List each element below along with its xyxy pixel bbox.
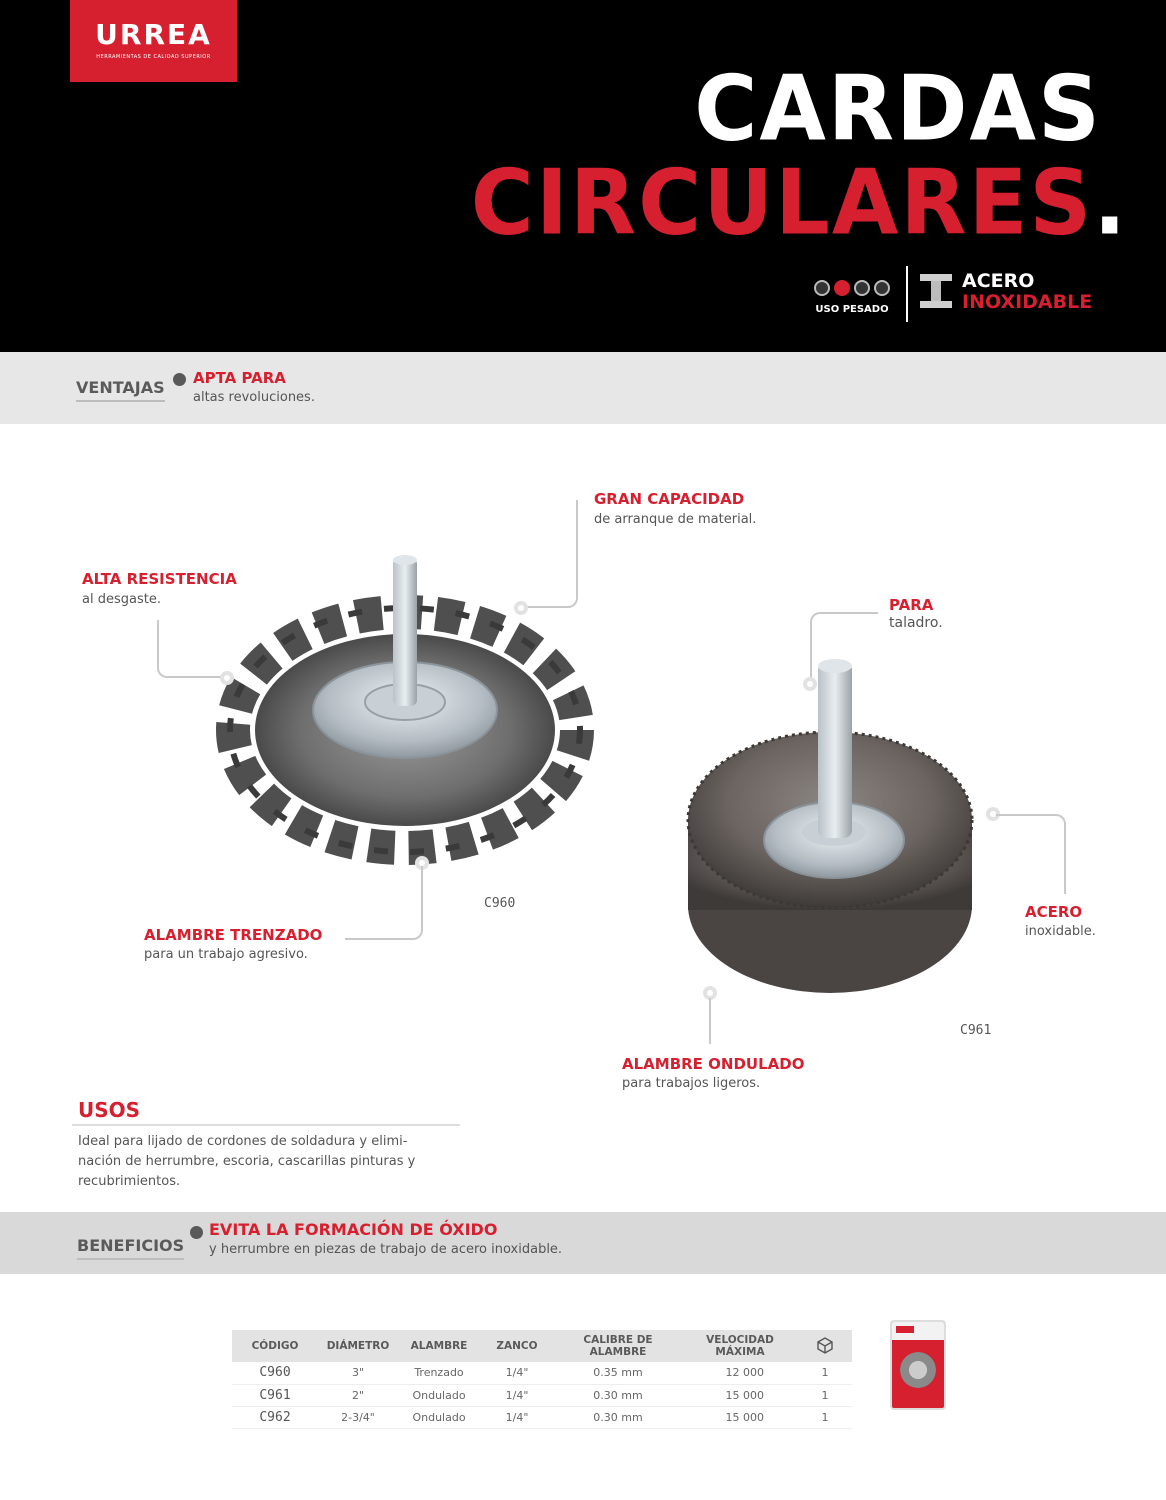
- cell-zanco: 1/4": [480, 1384, 554, 1406]
- cell-box: 1: [798, 1406, 852, 1428]
- cell-zanco: 1/4": [480, 1406, 554, 1428]
- callout-text-gran-capacidad: de arranque de material.: [594, 512, 757, 527]
- table-header-row: [232, 1330, 852, 1362]
- box-icon: [816, 1336, 834, 1354]
- product-package-image: [890, 1320, 946, 1410]
- usos-text: Ideal para lijado de cordones de soldadura y elimi-nación de herrumbre, escoria, cascarillas pinturas y recubrimientos.: [78, 1134, 416, 1189]
- beneficios-heading: EVITA LA FORMACIÓN DE ÓXIDO: [209, 1220, 498, 1239]
- cell-alambre: Ondulado: [398, 1384, 480, 1406]
- page-title-line2: [470, 150, 1128, 256]
- callout-heading-alambre-trenzado: ALAMBRE TRENZADO: [144, 926, 323, 944]
- callout-text-alambre-trenzado: para un trabajo agresivo.: [144, 947, 308, 962]
- usos-divider: [72, 1124, 460, 1126]
- col-header-zanco: ZANCO: [480, 1330, 554, 1362]
- cell-calibre: 0.35 mm: [554, 1362, 682, 1384]
- beneficios-band: [0, 1212, 1166, 1274]
- col-header-box: [798, 1330, 852, 1362]
- callout-text-para-taladro: taladro.: [889, 615, 943, 631]
- usage-dot: [854, 280, 870, 296]
- col-header-codigo: CÓDIGO: [232, 1330, 318, 1362]
- cell-calibre: 0.30 mm: [554, 1406, 682, 1428]
- beneficios-text: y herrumbre en piezas de trabajo de acero inoxidable.: [209, 1242, 563, 1257]
- callout-heading-acero: ACERO: [1025, 903, 1083, 921]
- cell-box: 1: [798, 1362, 852, 1384]
- package-logo: [896, 1326, 914, 1333]
- usage-label: USO PESADO: [815, 304, 889, 315]
- package-header: [892, 1322, 944, 1340]
- cell-diametro: 2-3/4": [318, 1406, 398, 1428]
- ventajas-text: altas revoluciones.: [193, 390, 315, 405]
- page-title-line1: CARDAS: [694, 56, 1102, 162]
- callout-line-alambre-trenzado: [345, 866, 423, 940]
- cell-codigo: C962: [232, 1406, 318, 1428]
- spec-table: [232, 1330, 852, 1429]
- logo-tagline: HERRAMIENTAS DE CALIDAD SUPERIOR: [96, 54, 211, 60]
- table-row: [232, 1406, 852, 1428]
- callout-line-gran-capacidad: [520, 500, 578, 608]
- callout-heading-para-taladro: PARA: [889, 596, 934, 614]
- usage-level-indicator: [810, 270, 894, 320]
- callout-dot-alta-resistencia: [220, 671, 234, 685]
- table-row: [232, 1362, 852, 1384]
- callout-heading-alambre-ondulado: ALAMBRE ONDULADO: [622, 1055, 805, 1073]
- col-header-diametro: DIÁMETRO: [318, 1330, 398, 1362]
- cell-velocidad: 15 000: [682, 1406, 798, 1428]
- callout-dot-para-taladro: [803, 677, 817, 691]
- ventajas-band: [0, 352, 1166, 424]
- usage-dot: [814, 280, 830, 296]
- cell-velocidad: 12 000: [682, 1362, 798, 1384]
- steel-beam-icon: [918, 272, 954, 310]
- callout-line-para-taladro: [810, 612, 878, 684]
- cell-velocidad: 15 000: [682, 1384, 798, 1406]
- logo-text: URREA: [95, 18, 212, 51]
- material-line2: INOXIDABLE: [962, 291, 1093, 313]
- cell-codigo: C961: [232, 1384, 318, 1406]
- cell-box: 1: [798, 1384, 852, 1406]
- package-brush-disc: [900, 1352, 936, 1388]
- table-row: [232, 1384, 852, 1406]
- header: [0, 0, 1166, 352]
- beneficios-label: BENEFICIOS: [77, 1236, 184, 1260]
- col-header-velocidad: VELOCIDAD MÁXIMA: [682, 1330, 798, 1362]
- ventajas-bullet: [173, 373, 186, 386]
- ventajas-heading: APTA PARA: [193, 369, 286, 387]
- callout-text-acero: inoxidable.: [1025, 924, 1096, 939]
- col-header-calibre: CALIBRE DE ALAMBRE: [554, 1330, 682, 1362]
- ventajas-label: VENTAJAS: [76, 378, 165, 402]
- cell-codigo: C960: [232, 1362, 318, 1384]
- material-line1: ACERO: [962, 270, 1035, 292]
- callout-text-alta-resistencia: al desgaste.: [82, 592, 161, 607]
- product-illustrations: [0, 430, 1166, 1110]
- usage-dot: [834, 280, 850, 296]
- usage-dot: [874, 280, 890, 296]
- beneficios-bullet: [190, 1226, 203, 1239]
- callout-dot-gran-capacidad: [514, 601, 528, 615]
- header-divider: [906, 266, 908, 322]
- cell-calibre: 0.30 mm: [554, 1384, 682, 1406]
- cell-diametro: 2": [318, 1384, 398, 1406]
- title-word: CIRCULARES: [470, 150, 1094, 256]
- usos-title: USOS: [78, 1098, 141, 1122]
- callout-heading-gran-capacidad: GRAN CAPACIDAD: [594, 490, 745, 508]
- urrea-logo: [70, 0, 237, 82]
- c961-brush-image: [688, 659, 972, 993]
- product-code-c961: C961: [960, 1023, 992, 1038]
- cell-diametro: 3": [318, 1362, 398, 1384]
- product-code-c960: C960: [484, 896, 516, 911]
- cell-alambre: Trenzado: [398, 1362, 480, 1384]
- callout-text-alambre-ondulado: para trabajos ligeros.: [622, 1076, 761, 1091]
- callout-line-acero: [996, 814, 1066, 894]
- callout-line-alambre-ondulado: [709, 998, 711, 1044]
- cell-zanco: 1/4": [480, 1362, 554, 1384]
- title-dot: .: [1093, 150, 1128, 256]
- callout-heading-alta-resistencia: ALTA RESISTENCIA: [82, 570, 237, 588]
- cell-alambre: Ondulado: [398, 1406, 480, 1428]
- col-header-alambre: ALAMBRE: [398, 1330, 480, 1362]
- callout-line-alta-resistencia: [157, 620, 227, 678]
